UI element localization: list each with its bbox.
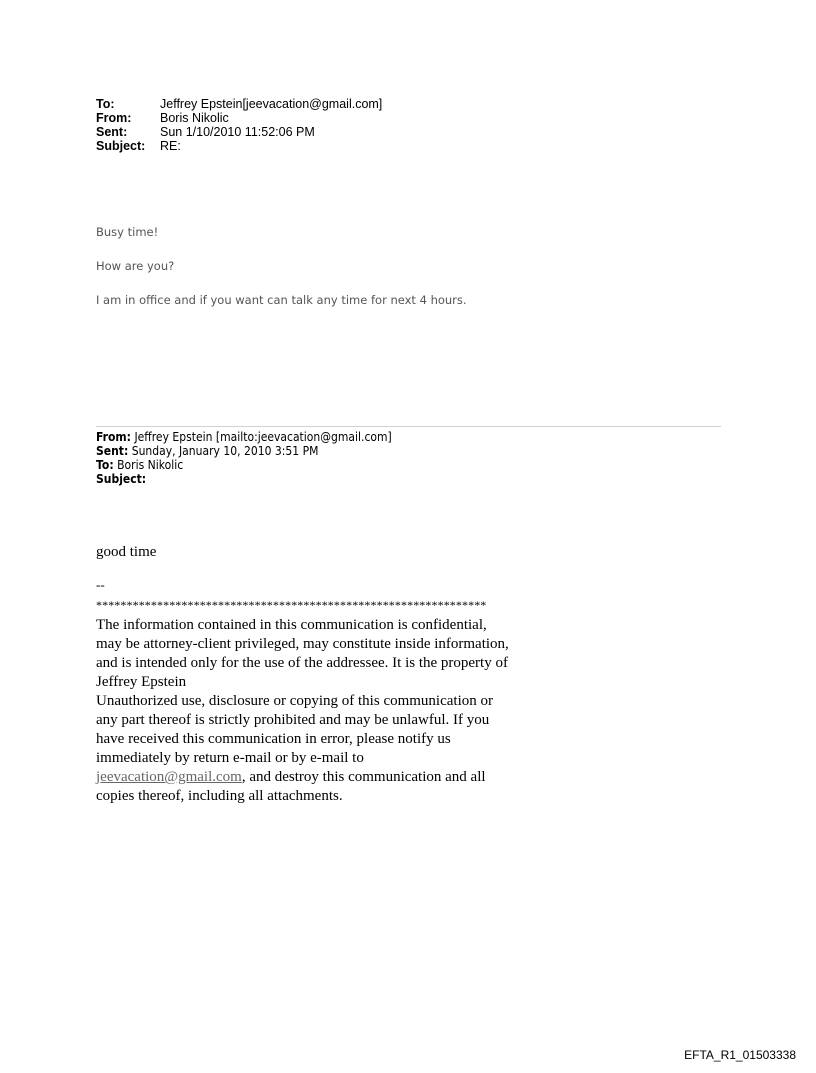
reply-line-3: I am in office and if you want can talk any time for next 4 hours. bbox=[96, 293, 467, 307]
document-id: EFTA_R1_01503338 bbox=[684, 1048, 796, 1062]
from-value: Boris Nikolic bbox=[160, 111, 229, 125]
disclaimer-part-3: , and destroy this communication and all copies thereof, including all attachments. bbox=[96, 769, 486, 804]
header-from-row bbox=[96, 111, 382, 125]
fwd-sent-row bbox=[96, 444, 392, 458]
fwd-sent-value: Sunday, January 10, 2010 3:51 PM bbox=[131, 444, 319, 458]
sent-value: Sun 1/10/2010 11:52:06 PM bbox=[160, 125, 315, 139]
sent-label: Sent: bbox=[96, 125, 128, 139]
header-to-row bbox=[96, 97, 382, 111]
to-value: Jeffrey Epstein[jeevacation@gmail.com] bbox=[160, 97, 383, 111]
fwd-from-row bbox=[96, 430, 392, 444]
fwd-to-value: Boris Nikolic bbox=[117, 458, 184, 472]
disclaimer-owner: Jeffrey Epstein bbox=[96, 674, 187, 690]
subject-label: Subject: bbox=[96, 139, 146, 153]
header-subject-row bbox=[96, 139, 382, 153]
to-label: To: bbox=[96, 97, 115, 111]
signature-stars: **************************************************************** bbox=[96, 598, 487, 612]
disclaimer-email-link[interactable]: jeevacation@gmail.com bbox=[96, 769, 242, 785]
fwd-subject-row bbox=[96, 472, 392, 486]
fwd-to-label: To: bbox=[96, 458, 114, 472]
fwd-to-row bbox=[96, 458, 392, 472]
header-sent-row bbox=[96, 125, 382, 139]
disclaimer bbox=[96, 616, 516, 806]
disclaimer-part-1: The information contained in this communication is confidential, may be attorney-client privileged, may constitute inside information, and is intended only for the use of the addressee. It is the property of bbox=[96, 617, 509, 671]
forwarded-header bbox=[96, 430, 392, 486]
from-label: From: bbox=[96, 111, 132, 125]
reply-line-1: Busy time! bbox=[96, 225, 159, 239]
disclaimer-part-2: Unauthorized use, disclosure or copying of this communication or any part thereof is strictly prohibited and may be unlawful. If you have received this communication in error, please notify us immediately by return e-mail or by e-mail to bbox=[96, 693, 493, 766]
original-body-text: good time bbox=[96, 544, 157, 560]
message-separator bbox=[96, 426, 721, 427]
signature-dashes: -- bbox=[96, 577, 105, 592]
fwd-subject-label: Subject: bbox=[96, 472, 147, 486]
email-header bbox=[96, 97, 382, 153]
fwd-sent-label: Sent: bbox=[96, 444, 129, 458]
reply-line-2: How are you? bbox=[96, 259, 175, 273]
fwd-from-value: Jeffrey Epstein [mailto:jeevacation@gmail.com] bbox=[134, 430, 392, 444]
fwd-from-label: From: bbox=[96, 430, 132, 444]
subject-value: RE: bbox=[160, 139, 181, 153]
